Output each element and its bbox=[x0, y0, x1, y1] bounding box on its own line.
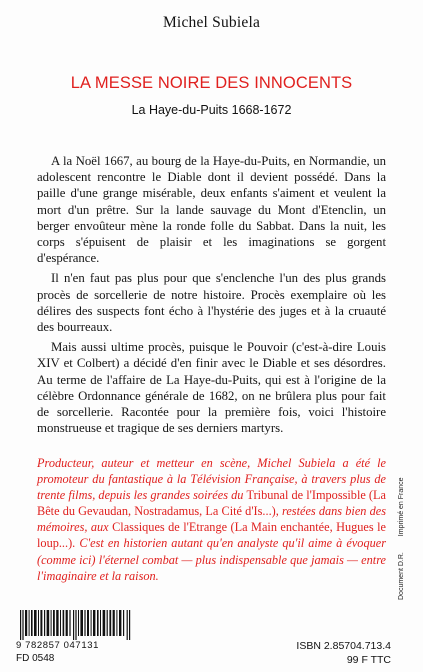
author-name: Michel Subiela bbox=[162, 14, 261, 31]
barcode-number: 9 782857 047131 bbox=[16, 640, 99, 651]
printer-logo: Imprimé en France bbox=[398, 477, 405, 537]
summary-paragraph-3: Mais aussi ultime procès, puisque le Pouvoir (c'est-à-dire Louis XIV et Colbert) a décidé d'en finir avec le Diable et ses désordres. Au terme de l'affaire de La Haye-du-Puits, qui est à l'origine de la célèbre Ordonnance générale de 1682, on ne brûlera plus pour fait de sorcellerie. Racontée pour la première fois, voici l'histoire monstrueuse et tragique de ses derniers martyrs. bbox=[37, 340, 386, 436]
price: 99 F TTC bbox=[346, 653, 391, 666]
isbn-block bbox=[296, 640, 391, 667]
bio-classiques: Classiques de l'Etrange (La Main enchantée, Hugues le loup...). bbox=[37, 520, 386, 551]
summary-text bbox=[37, 153, 386, 440]
book-subtitle: La Haye-du-Puits 1668-1672 bbox=[131, 103, 292, 117]
book-title: LA MESSE NOIRE DES INNOCENTS bbox=[70, 74, 353, 92]
summary-paragraph-2: Il n'en faut pas plus pour que s'enclenche l'un des plus grands procès de sorcellerie de notre histoire. Procès exemplaire où les délires des suspects font écho à l'hystérie des juges et à la cruauté des bourreaux. bbox=[37, 271, 386, 335]
author-bio bbox=[37, 455, 386, 584]
fd-code: FD 0548 bbox=[16, 653, 55, 664]
barcode bbox=[20, 610, 132, 640]
bio-intro: Producteur, auteur et metteur en scène, Michel Subiela a été le promoteur du fantastique à la Télévision Française, à travers plus de trente films, depuis les grandes soirées du bbox=[37, 456, 386, 503]
bio-conclusion: C'est en historien autant qu'en analyste qu'il aime à évoquer (comme ici) l'éternel combat — plus indispensable que jamais — entre l'imaginaire et la raison. bbox=[37, 536, 386, 583]
isbn-number: ISBN 2.85704.713.4 bbox=[296, 640, 391, 652]
bio-memoires: restées dans bien des mémoires, aux bbox=[37, 504, 386, 535]
summary-paragraph-1: A la Noël 1667, au bourg de la Haye-du-Puits, en Normandie, un adolescent rencontre le Diable dont il devient possédé. Dans la paille d'une grange misérable, deux enfants s'aiment et veulent la mort d'un prêtre. Sur la lande sauvage du Mont d'Etenclin, un berger envoûteur mène la ronde folle du Sabbat. Dans la nuit, les corps s'épuisent de plaisir et les imaginations se gorgent d'espérance. bbox=[37, 154, 386, 266]
credit-text: Document D.R. bbox=[398, 552, 405, 600]
photo-credit bbox=[398, 477, 405, 600]
bio-tribunal: Tribunal de l'Impossible (La Bête du Gevaudan, Nostradamus, La Cité d'Is...), bbox=[37, 488, 387, 519]
